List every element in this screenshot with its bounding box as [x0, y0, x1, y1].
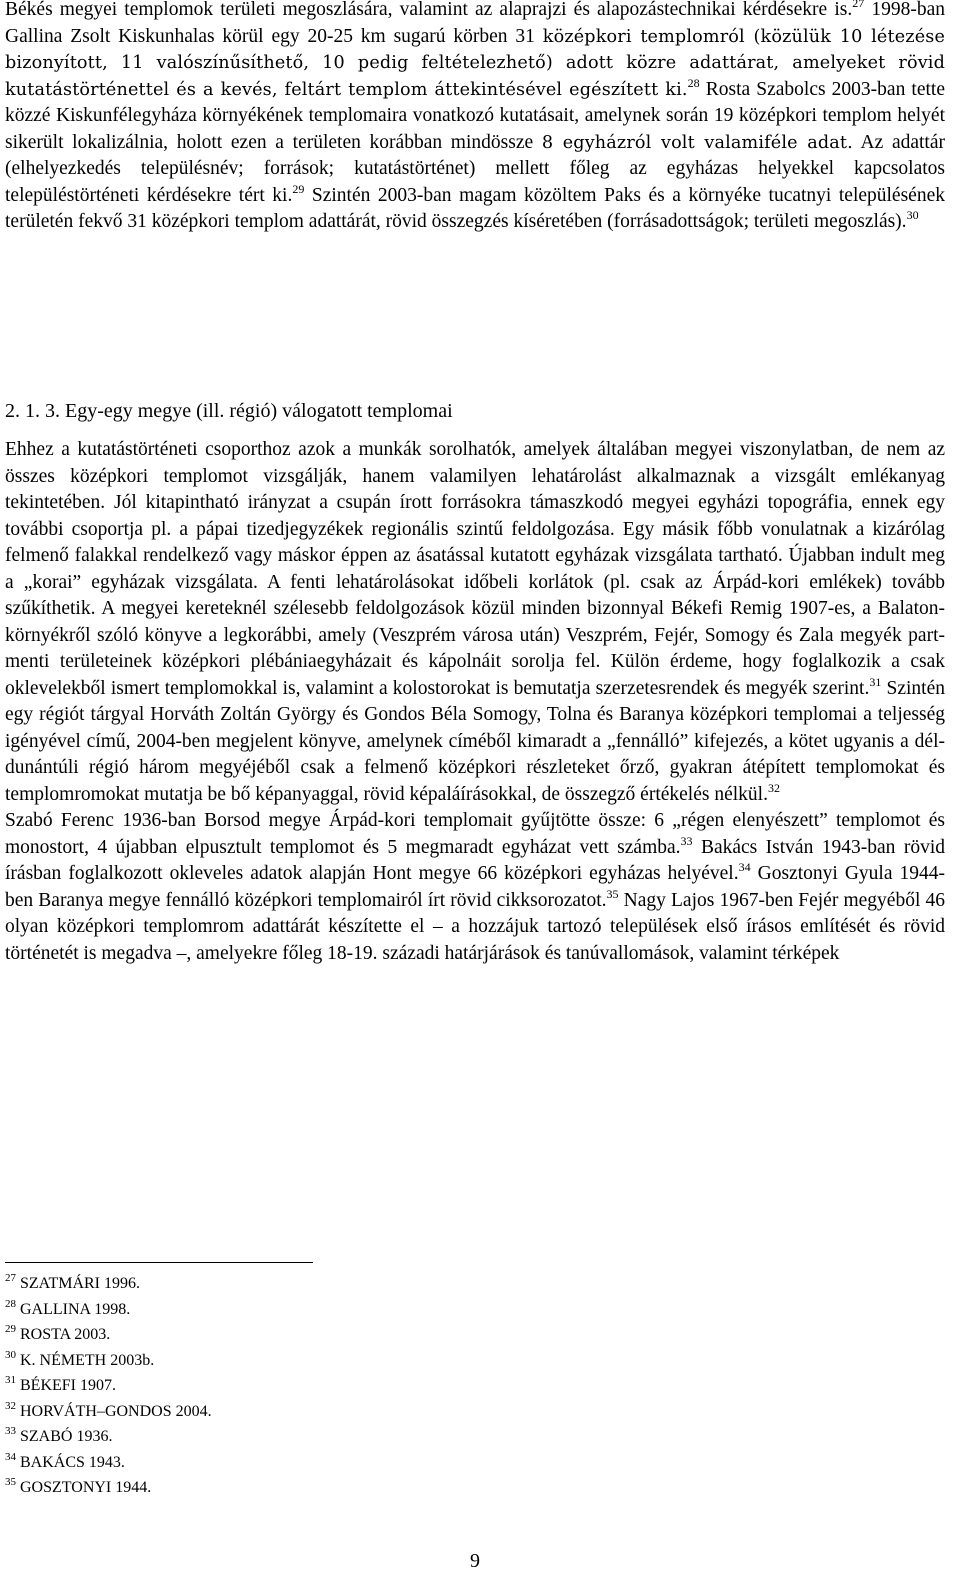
- section-heading: 2. 1. 3. Egy-egy megye (ill. régió) válogatott templomai: [5, 400, 453, 422]
- footnote-text: BAKÁCS 1943.: [20, 1453, 125, 1471]
- paragraph-text: Szintén egy régiót tárgyal Horváth Zoltán György és Gondos Béla Somogy, Tolna és Baranya középkori templomai a teljesség igényével című, 2004-ben megjelent könyve, amelynek címéből kimaradt a „fennálló” kifejezés, a kötet ugyanis a dél-dunántúli régió három megyéjéből csak a felmenő középkori részleteket őrző, gyakran átépített templomokat és templomromokat mutatja be bő képanyaggal, rövid képaláírásokkal, de összegző értékelés nélkül.: [5, 677, 946, 805]
- footnote-ref-35[interactable]: 35: [606, 886, 619, 901]
- footnote-ref-29[interactable]: 29: [292, 181, 305, 196]
- footnote-text: GOSZTONYI 1944.: [20, 1479, 152, 1496]
- footnote-text: K. NÉMETH 2003b.: [20, 1351, 155, 1369]
- footnote-number: 27: [5, 1272, 16, 1284]
- paragraph-text: Az adattár (elhelyezkedés településnév; források; kutatástörténet) mellett főleg az egyházas helyekkel kapcsolatos településtörténeti kérdésekre tért ki.: [5, 131, 945, 206]
- paragraph-text: középkori templomról (közülük 10 létezése bizonyított, 11 valószínűsíthető, 10 pedig feltételezhető) adott közre adattárat, amelyeket rövid kutatástörténettel és a kevés, feltárt templom áttekintésével egészített ki.: [5, 26, 946, 100]
- footnote-text: ROSTA 2003.: [20, 1326, 111, 1343]
- footnote-item: [5, 1297, 212, 1323]
- footnote-number: 29: [5, 1323, 16, 1335]
- paragraph-text: Szintén 2003-ban magam közöltem Paks és a környéke tucatnyi településének területén fekvő 31 középkori templom adattárát, rövid összegzés kíséretében (forrásadottságok; területi megoszlás).: [5, 184, 945, 232]
- footnote-number: 31: [5, 1374, 16, 1386]
- footnote-ref-34[interactable]: 34: [738, 860, 751, 874]
- footnote-ref-28[interactable]: 28: [687, 75, 700, 90]
- footnote-ref-31[interactable]: 31: [869, 674, 882, 689]
- footnote-item: [5, 1450, 212, 1476]
- footnote-item: [5, 1399, 212, 1425]
- footnote-ref-30[interactable]: 30: [906, 208, 919, 222]
- footnote-number: 33: [5, 1425, 16, 1437]
- footnote-text: HORVÁTH–GONDOS 2004.: [20, 1402, 212, 1420]
- footnote-text: SZABÓ 1936.: [20, 1428, 113, 1445]
- paragraph-text: Gosztonyi Gyula 1944-ben Baranya megye fennálló középkori templomairól írt rövid cikksorozatot.: [5, 863, 945, 911]
- footnote-text: SZATMÁRI 1996.: [20, 1275, 141, 1292]
- footnote-item: [5, 1348, 212, 1374]
- footnote-text: GALLINA 1998.: [20, 1300, 131, 1318]
- footnote-number: 28: [5, 1297, 16, 1310]
- paragraph-text: Bakács István 1943-ban rövid írásban foglalkozott okleveles adatok alapján Hont megye 66 középkori egyházas helyével.: [5, 836, 945, 884]
- footnote-number: 35: [5, 1476, 16, 1488]
- paragraph-text: Rosta Szabolcs 2003-ban tette közzé Kiskunfélegyháza környékének templomaira vonatkozó kutatásait, amelynek során 19: [5, 78, 945, 126]
- paragraph-text: középkori templom helyét sikerült lokalizálnia, holott ezen a területen korábban mindössze: [5, 105, 945, 153]
- paragraph-text: 8 egyházról volt valamiféle adat.: [541, 132, 853, 153]
- paragraph-text: Szabó Ferenc 1936-ban Borsod megye Árpád-kori templomait gyűjtötte össze: 6 „régen elenyészett” templomot és monostort, 4 újabban elpusztult templomot és 5 megmaradt egyházat vett számba.: [5, 810, 945, 858]
- paragraph-text: Nagy Lajos 1967-ben Fejér megyéből 46 olyan középkori templomrom adattárát készítette el – a hozzájuk tartozó települések első írásos említését és rövid történetét is megadva –, amelyekre főleg 18-19. századi határjárások és tanúvallomások, valamint térképek: [5, 889, 945, 964]
- footnote-ref-27[interactable]: 27: [852, 0, 865, 10]
- page-number: 9: [470, 1550, 480, 1572]
- footnote-item: [5, 1475, 212, 1501]
- paragraph-text: Békés megyei templomok területi megoszlására, valamint az alaprajzi és alapozástechnikai kérdésekre is.: [5, 0, 853, 20]
- paragraph-research-history-2: [5, 437, 945, 967]
- paragraph-research-history-1: [5, 0, 945, 236]
- footnote-ref-33[interactable]: 33: [680, 833, 693, 848]
- footnote-text: BÉKEFI 1907.: [20, 1377, 116, 1394]
- footnote-list: [5, 1271, 212, 1501]
- footnote-number: 30: [5, 1348, 16, 1361]
- footnote-item: [5, 1322, 212, 1348]
- footnote-item: [5, 1373, 212, 1399]
- footnote-separator: [5, 1262, 313, 1263]
- paragraph-text: 1998-ban Gallina Zsolt Kiskunhalas körül egy 20-25 km sugarú körben 31: [5, 0, 945, 47]
- footnote-ref-32[interactable]: 32: [767, 780, 780, 795]
- footnote-item: [5, 1424, 212, 1450]
- paragraph-text: Ehhez a kutatástörténeti csoporthoz azok a munkák sorolhatók, amelyek általában megyei viszonylatban, de nem az összes középkori templomot vizsgálják, hanem valamilyen lehatárolást alkalmaznak a vizsgált emlékanyag tekintetében. Jól kitapintható irányzat a csupán írott forrásokra támaszkodó megyei egyházi topográfia, ennek egy további csoportja pl. a pápai tizedjegyzékek regionális szintű feldolgozása. Egy másik főbb vonulatnak a kizárólag felmenő falakkal rendelkező vagy máskor éppen az ásatással kutatott egyházak vizsgálata tartható. Újabban indult meg a „korai” egyházak vizsgálata. A fenti lehatárolásokat időbeli korlátok (pl. csak az Árpád-kori emlékek) tovább szűkíthetik. A megyei kereteknél szélesebb feldolgozások közül minden bizonnyal Békefi Remig 1907-es, a Balaton-környékről szóló könyve a legkorábbi, amely (Veszprém városa után) Veszprém, Fejér, Somogy és Zala megyék part-menti területeinek középkori plébániaegyházait és kápolnáit sorolja fel. Külön érdeme, hogy foglalkozik a csak oklevelekből ismert templomokkal is, valamint a kolostorokat is bemutatja szerzetesrendek és megyék szerint.: [5, 439, 945, 699]
- footnote-number: 32: [5, 1399, 16, 1412]
- footnote-number: 34: [5, 1450, 16, 1463]
- footnote-item: [5, 1271, 212, 1297]
